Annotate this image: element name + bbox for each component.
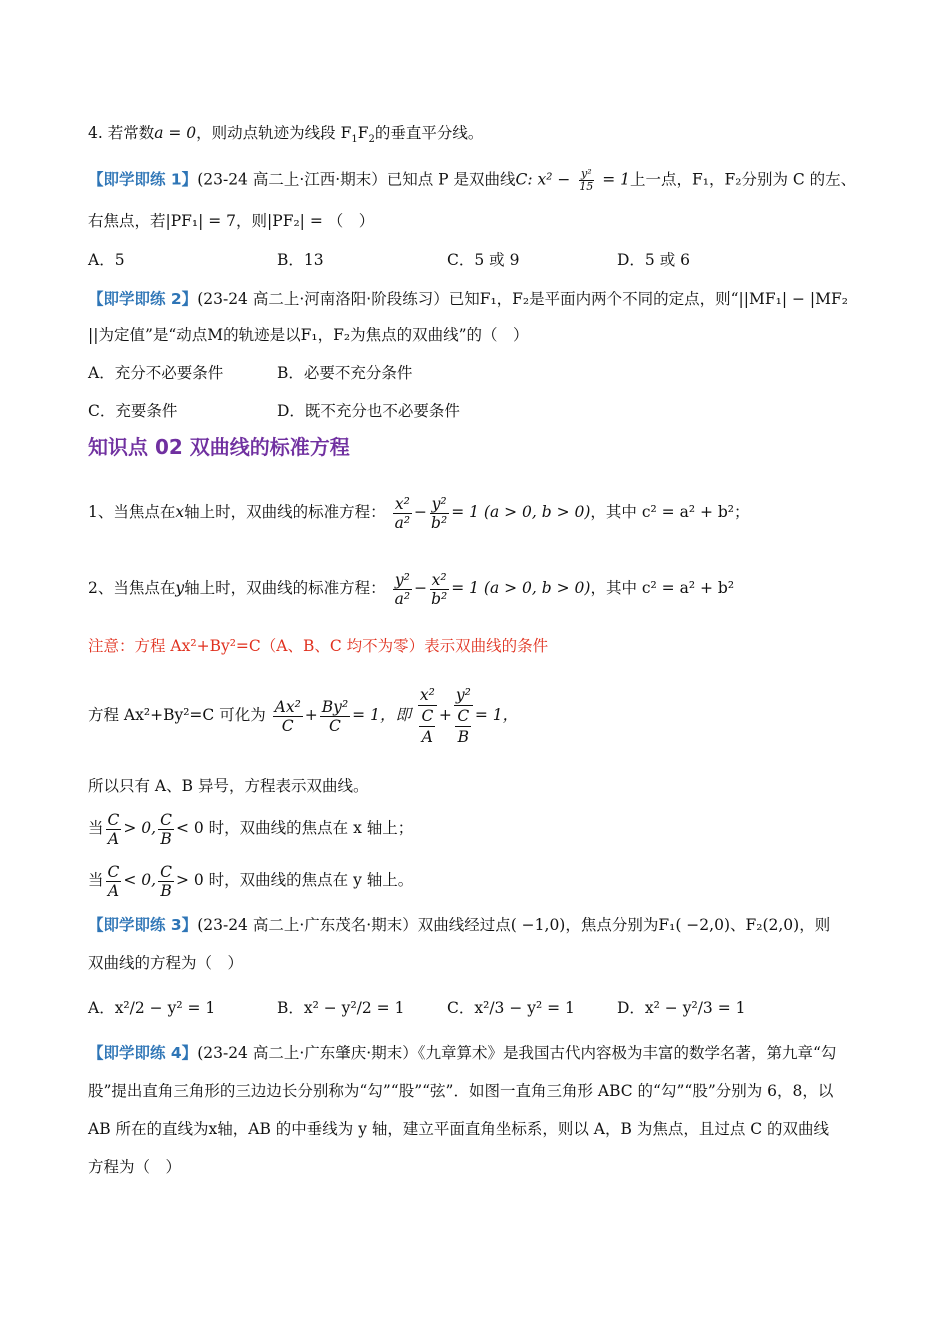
std-var: y (175, 579, 185, 597)
exercise-1-line-2: 右焦点，若|PF₁| = 7，则|PF₂| = （ ） (88, 212, 375, 230)
fraction (106, 811, 122, 848)
case-pre: 当 (88, 871, 104, 889)
frac-num: y² (455, 686, 471, 704)
exercise-tag: 【即学即练 4】 (88, 1044, 198, 1062)
frac-den: a² (394, 589, 411, 608)
std-var: x (175, 503, 185, 521)
item-4-text: 4. 若常数 (88, 124, 155, 142)
sub-1: 1 (351, 134, 358, 146)
case-post: < 0 时，双曲线的焦点在 x 轴上； (175, 819, 414, 837)
option-c[interactable]: C．x²/3 − y² = 1 (447, 999, 575, 1017)
option-c[interactable]: C．5 或 9 (447, 251, 520, 269)
standard-eq-y: 2、当焦点在y轴上时，双曲线的标准方程： $\frac{\text{y²}}{\text{a²}}$ − $\frac{\text{x²}}{\text{b²}}$ = 1 (a > 0, b > 0)，其中 c² = a² + b² (88, 570, 735, 608)
frac-inner-num: C (421, 707, 434, 725)
std-text: 1、当焦点在 (88, 503, 176, 521)
frac-inner-num: C (457, 707, 470, 725)
option-d[interactable]: D．5 或 6 (617, 251, 691, 269)
std-tail: ，其中 c² = a² + b² (590, 579, 735, 597)
exercise-4-line-1 (88, 1042, 836, 1064)
option-d[interactable]: D．既不充分也不必要条件 (277, 402, 460, 420)
option-b[interactable]: B．x² − y²/2 = 1 (277, 999, 405, 1017)
var-c: C (515, 170, 528, 189)
option-a[interactable]: A．充分不必要条件 (88, 364, 224, 382)
exercise-tag: 【即学即练 3】 (88, 916, 198, 934)
conv-eq: = 1，即 (352, 706, 411, 724)
case-mid: > 0, (123, 819, 157, 837)
exercise-2-line-2: ||为定值”是“动点M的轨迹是以F₁，F₂为焦点的双曲线”的（ ） (88, 326, 529, 344)
std-eq: = 1 (a > 0, b > 0) (451, 579, 591, 597)
frac-num: By² (321, 697, 349, 716)
option-a[interactable]: A．x²/2 − y² = 1 (88, 999, 216, 1017)
fraction (393, 571, 412, 608)
exercise-4-line-3: AB 所在的直线为x轴，AB 的中垂线为 y 轴，建立平面直角坐标系，则以 A，B 为焦点，且过点 C 的双曲线 (88, 1120, 830, 1138)
exercise-3-text: (23-24 高二上·广东茂名·期末）双曲线经过点( −1,0)，焦点分别为F₁( −2,0)、F₂(2,0)，则 (197, 916, 831, 934)
option-a[interactable]: A．5 (88, 251, 125, 269)
std-text2: 轴上时，双曲线的标准方程： (184, 503, 386, 521)
option-b[interactable]: B．必要不充分条件 (277, 364, 413, 382)
only-line: 所以只有 A、B 异号，方程表示双曲线。 (88, 777, 369, 795)
item-4-text4: 的垂直平分线。 (374, 124, 484, 142)
exercise-2-line-1 (88, 288, 848, 310)
case-1 (88, 808, 413, 848)
frac-num: x² (394, 494, 410, 513)
conv-eq2: = 1， (474, 706, 519, 724)
frac-den: a² (394, 513, 411, 532)
standard-eq-x: 1、当焦点在x轴上时，双曲线的标准方程： $\frac{\text{x²}}{\text{a²}}$ − $\frac{\text{y²}}{\text{b²}}$ = 1 (a > 0, b > 0)，其中 c² = a² + b²； (88, 494, 750, 532)
exercise-tag: 【即学即练 1】 (88, 170, 198, 189)
fraction (273, 698, 303, 735)
nested-fraction (418, 685, 437, 747)
fraction (158, 811, 174, 848)
conversion-line: 方程 Ax²+By²=C 可化为 $\frac{\text{Ax²}}{C}$ + $\frac{\text{By²}}{C}$ = 1，即 $\frac{\text{x²}}{\frac{C}{A}}$ + $\frac{\text{y²}}{\frac{C}{B}}$ = 1， (88, 686, 519, 746)
nested-fraction (454, 685, 473, 747)
exercise-tag: 【即学即练 2】 (88, 290, 198, 308)
item-4-text3: F (357, 124, 369, 142)
frac-num: y² (581, 167, 592, 180)
exercise-2-text: (23-24 高二上·河南洛阳·阶段练习）已知F₁，F₂是平面内两个不同的定点，则“||MF₁| − |MF₂ (197, 290, 848, 308)
frac-den: B (160, 881, 172, 900)
frac-num: Ax² (274, 697, 301, 716)
frac-den: A (107, 881, 120, 900)
eq-part: = 1 (597, 170, 631, 189)
frac-inner-den: B (457, 728, 470, 746)
item-4-math: a = 0 (154, 124, 197, 142)
option-d[interactable]: D．x² − y²/3 = 1 (617, 999, 746, 1017)
exercise-3-line-2: 双曲线的方程为（ ） (88, 954, 244, 972)
frac-den: b² (431, 589, 448, 608)
frac-num: C (107, 862, 120, 881)
frac-den: C (281, 716, 294, 735)
fraction (429, 495, 449, 532)
frac-num: x² (431, 570, 447, 589)
frac-den (419, 706, 435, 747)
std-text: 2、当焦点在 (88, 579, 176, 597)
frac-den (455, 706, 471, 747)
frac-den: C (329, 716, 341, 735)
case-pre: 当 (88, 819, 104, 837)
fraction (158, 863, 174, 900)
frac-den: B (160, 829, 172, 848)
case-post: > 0 时，双曲线的焦点在 y 轴上。 (175, 871, 414, 889)
fraction (393, 495, 412, 532)
exercise-4-line-2: 股”提出直角三角形的三边边长分别称为“勾”“股”“弦”．如图一直角三角形 ABC 的“勾”“股”分别为 6，8，以 (88, 1082, 834, 1100)
conv-text: 方程 Ax²+By²=C 可化为 (88, 706, 266, 724)
exercise-1-source: (23-24 高二上·江西·期末）已知点 P 是双曲线 (197, 170, 516, 189)
frac-den: b² (431, 513, 448, 532)
exercise-3-line-1 (88, 914, 830, 936)
case-mid: < 0, (123, 871, 157, 889)
frac-num: C (107, 810, 120, 829)
exercise-4-line-4: 方程为（ ） (88, 1158, 182, 1176)
frac-den: 15 (579, 180, 594, 193)
section-heading: 知识点 02 双曲线的标准方程 (88, 435, 350, 459)
frac-num: y² (431, 494, 447, 513)
fraction (320, 698, 350, 735)
std-eq: = 1 (a > 0, b > 0) (451, 503, 591, 521)
exercise-4-text: (23-24 高二上·广东肇庆·期末）《九章算术》是我国古代内容极为丰富的数学名著，第九章“勾 (197, 1044, 837, 1062)
fraction (577, 168, 595, 193)
option-b[interactable]: B．13 (277, 251, 324, 269)
item-4 (88, 122, 483, 144)
eq-part: : x² − (527, 170, 576, 189)
sub-2: 2 (368, 134, 375, 146)
std-text2: 轴上时，双曲线的标准方程： (184, 579, 386, 597)
item-4-text2: ，则动点轨迹为线段 F (196, 124, 352, 142)
exercise-1-line-1 (88, 168, 856, 193)
fraction (106, 863, 122, 900)
frac-inner-den: A (421, 728, 433, 746)
frac-num: C (160, 862, 172, 881)
note-text: 注意：方程 Ax²+By²=C（A、B、C 均不为零）表示双曲线的条件 (88, 637, 549, 655)
fraction (429, 571, 449, 608)
frac-num: x² (419, 686, 435, 704)
frac-den: A (107, 829, 120, 848)
option-c[interactable]: C．充要条件 (88, 402, 178, 420)
frac-num: y² (394, 570, 410, 589)
case-2 (88, 860, 413, 900)
std-tail: ，其中 c² = a² + b²； (590, 503, 750, 521)
frac-num: C (160, 810, 172, 829)
exercise-1-rest: 上一点，F₁，F₂分别为 C 的左、 (630, 170, 857, 189)
